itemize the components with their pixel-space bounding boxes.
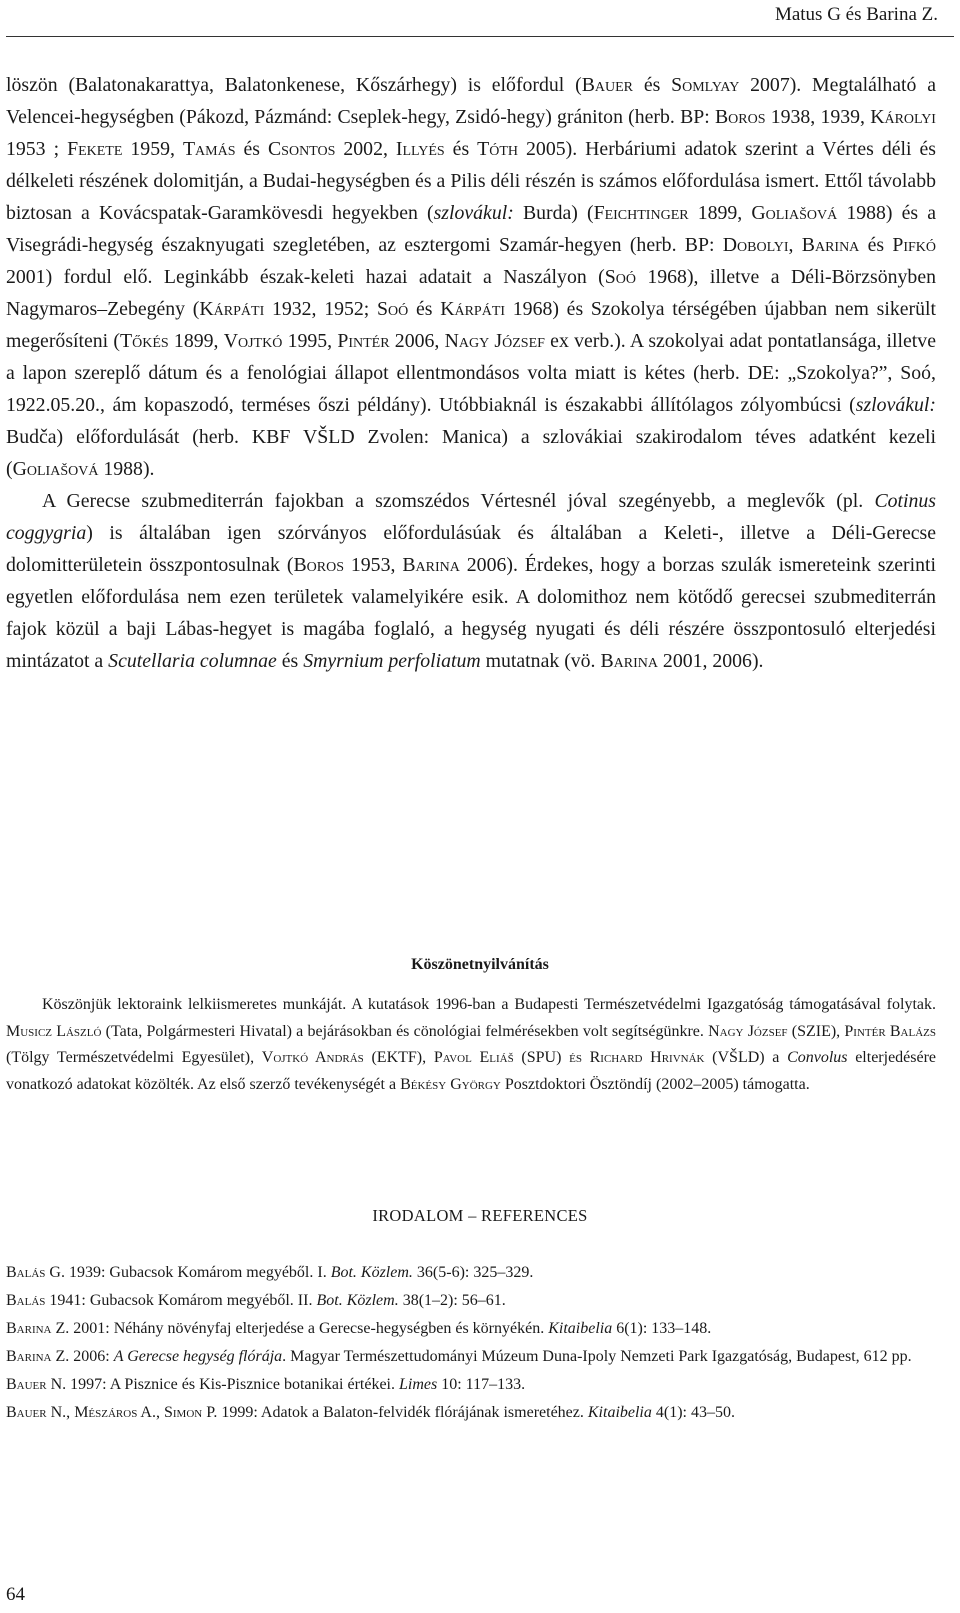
text-run: elterjedésére vonatkozó adatokat közölték. Az első szerző tevékenységét a <box>6 1049 937 1093</box>
text-run: Posztdoktori Ösztöndíj (2002–2005) támogatta. <box>500 1075 810 1093</box>
ref-author: Bauer <box>6 1404 47 1421</box>
author-name: Pintér <box>337 330 390 352</box>
text-run: és <box>633 74 672 96</box>
text-run: 2001, 2006). <box>657 650 764 672</box>
reference-item <box>6 1400 936 1425</box>
main-text <box>6 69 936 677</box>
author-name: Nagy József <box>444 330 545 352</box>
reference-item <box>6 1372 936 1397</box>
acknowledgements-text <box>6 992 936 1098</box>
ref-journal: Bot. Közlem. <box>316 1292 399 1309</box>
text-run: 2006, <box>389 330 445 352</box>
author-name: Goliašová <box>12 458 99 480</box>
text-run: Burda) ( <box>513 202 594 224</box>
text-run: 1959, <box>122 138 183 160</box>
header-rule <box>6 36 954 37</box>
paragraph-2 <box>6 485 936 677</box>
person-name: Pavol Eliáš <box>433 1049 514 1066</box>
text-run: 2006). Érdekes, hogy a borzas szulák ismereteink szerinti egyetlen előfordulása nem ezen területek valamelyikére esik. A dolomithoz nem kötődő gerecsei szubmediterrán fajok közül a baji Lábas-hegyet is magába foglaló, a hegység nyugati és déli részére összpontosuló elterjedési mintázatot a <box>6 554 936 672</box>
text-run: 1932, 1952; <box>264 298 378 320</box>
text-run: és <box>444 138 478 160</box>
species-name: Smyrnium perfoliatum <box>303 650 481 672</box>
ref-text: 1941: Gubacsok Komárom megyéből. II. <box>45 1292 317 1309</box>
text-run: 1938, 1939, <box>765 106 871 128</box>
text-run: 2005). Herbáriumi adatok szerint a Vértes déli és délkeleti részének dolomitján, a Budai-hegységben és a Pilis déli részén is számos előfordulása ismert. Ettől távolabb biztosan a Kovácspatak-Garamkövesdi hegyekben ( <box>6 138 937 224</box>
text-run: Köszönjük lektoraink lelkiismeretes munkáját. A kutatások 1996-ban a Budapesti Természetvédelmi Igazgatóság támogatásával folytak. <box>42 996 936 1013</box>
ref-journal: Kitaibelia <box>587 1404 652 1421</box>
author-name: Barina <box>600 650 658 672</box>
references-title: IRODALOM – REFERENCES <box>372 1206 588 1225</box>
ref-text: 38(1–2): 56–61. <box>398 1292 506 1309</box>
text-run: (EKTF), <box>363 1049 434 1066</box>
ref-text: N., <box>46 1404 75 1421</box>
ref-text: P. 1999: Adatok a Balaton-felvidék flórájának ismeretéhez. <box>202 1404 588 1421</box>
author-name: Feichtinger <box>593 202 689 224</box>
text-run: és <box>276 650 304 672</box>
text-run: ) is általában igen szórványos előfordulásúak és általában a Keleti-, illetve a Déli-Gerecse dolomitterületein összpontosulnak ( <box>6 522 936 576</box>
text-run: és <box>235 138 268 160</box>
person-name: és Richard Hrivnák <box>569 1049 705 1066</box>
ref-author: Balás <box>6 1292 46 1309</box>
ref-text: 36(5-6): 325–329. <box>412 1264 534 1281</box>
text-run: 1968), illetve a Déli-Börzsönyben Nagymaros–Zebegény ( <box>6 266 936 320</box>
text-run: 2001) fordul elő. Leginkább észak-keleti hazai adatait a Naszályon ( <box>6 266 605 288</box>
author-name: Boros <box>293 554 344 576</box>
ref-author: Bauer <box>6 1376 47 1393</box>
paragraph-1 <box>6 69 936 485</box>
italic-term: szlovákul: <box>855 394 936 416</box>
species-name: Scutellaria columnae <box>108 650 277 672</box>
author-name: Tóth <box>477 138 519 160</box>
text-run: mutatnak (vö. <box>480 650 601 672</box>
ref-author: Simon <box>163 1404 203 1421</box>
person-name: Vojtkó András <box>261 1049 364 1066</box>
author-name: Károlyi <box>870 106 936 128</box>
text-run: 1899, <box>688 202 752 224</box>
author-name: Kárpáti <box>440 298 506 320</box>
text-run: és <box>408 298 441 320</box>
author-name: Pifkó <box>892 234 936 256</box>
ref-text: 10: 117–133. <box>437 1376 526 1393</box>
person-name: Musicz László <box>6 1022 102 1040</box>
author-name: Illyés <box>395 138 445 160</box>
ref-author: Balás <box>6 1264 46 1281</box>
text-run: A Gerecse szubmediterrán fajokban a szomszédos Vértesnél jóval szegényebb, a meglevők (pl. <box>42 490 875 512</box>
ref-author: Barina <box>6 1320 52 1337</box>
ref-text: . Magyar Természettudományi Múzeum Duna-Ipoly Nemzeti Park Igazgatóság, Budapest, 612 pp. <box>282 1348 912 1365</box>
author-name: Csontos <box>267 138 336 160</box>
person-name: Nagy József <box>708 1022 788 1040</box>
ref-journal: Bot. Közlem. <box>330 1264 413 1281</box>
text-run: 1988). <box>98 458 155 480</box>
text-run: 1995, <box>282 330 338 352</box>
author-name: Barina <box>402 554 460 576</box>
author-name: Soó <box>377 298 409 320</box>
ref-text: 6(1): 133–148. <box>612 1320 712 1337</box>
species-name: Cotinus coggygria <box>6 490 936 544</box>
ref-text: A., <box>137 1404 164 1421</box>
ref-journal: Kitaibelia <box>548 1320 613 1337</box>
author-name: Kárpáti <box>199 298 265 320</box>
author-name: Vojtkó <box>223 330 283 352</box>
reference-item <box>6 1260 936 1285</box>
ref-journal: Limes <box>399 1376 438 1393</box>
author-name: Barina <box>801 234 860 256</box>
person-name: Békésy György <box>400 1075 501 1093</box>
ref-text: G. 1939: Gubacsok Komárom megyéből. I. <box>45 1264 331 1281</box>
ref-author: Barina <box>6 1348 52 1365</box>
text-run: ex verb.). A szokolyai adat pontatlansága, illetve a lapon szereplő dátum és a fenológiai állapot ellentmondásos volta miatt is kétes (herb. DE: „Szokolya?”, Soó, 1922.05.20., ám kopaszodó, terméses őszi példány). Utóbbiaknál is északabbi állítólagos zólyombúcsi ( <box>6 330 936 416</box>
reference-item <box>6 1316 936 1341</box>
text-run: 1988) és a Visegrádi-hegység északnyugati szegletében, az esztergomi Szamár-hegyen (herb. BP: <box>6 202 936 256</box>
text-run: (Tata, Polgármesteri Hivatal) a bejárásokban és cönológiai felmérésekben volt segítségünkre. <box>101 1022 709 1040</box>
ref-text: Z. 2001: Néhány növényfaj elterjedése a Gerecse-hegységben és környékén. <box>51 1320 549 1337</box>
text-run: 1968) és Szokolya térségében újabban nem sikerült megerősíteni ( <box>6 298 937 352</box>
text-run: 1899, <box>168 330 224 352</box>
author-name: Somlyay <box>671 74 740 96</box>
acknowledgements-paragraph <box>6 992 936 1098</box>
text-run: , <box>788 234 802 256</box>
person-name: Pintér Balázs <box>844 1022 936 1040</box>
text-run: (SPU) <box>513 1049 570 1066</box>
author-name: Tőkés <box>120 330 169 352</box>
ref-text: N. 1997: A Pisznice és Kis-Pisznice botanikai értékei. <box>46 1376 399 1393</box>
text-run: 2002, <box>335 138 396 160</box>
genus-name: Convolus <box>787 1049 848 1066</box>
author-name: Tamás <box>182 138 236 160</box>
ref-text: Z. 2006: <box>51 1348 114 1365</box>
acknowledgements-title: Köszönetnyilvánítás <box>411 956 549 973</box>
text-run: Budča) előfordulását (herb. KBF VŠLD Zvolen: Manica) a szlovákiai szakirodalom téves adatként kezeli ( <box>6 426 936 480</box>
author-name: Soó <box>604 266 636 288</box>
text-run: (Tölgy Természetvédelmi Egyesület), <box>6 1049 262 1066</box>
ref-author: Mészáros <box>74 1404 138 1421</box>
reference-item <box>6 1344 936 1369</box>
ref-text: 4(1): 43–50. <box>651 1404 735 1421</box>
text-run: (VŠLD) a <box>704 1049 788 1066</box>
italic-term: szlovákul: <box>433 202 514 224</box>
text-run: 1953 ; <box>6 138 68 160</box>
author-name: Bauer <box>581 74 634 96</box>
references-list <box>6 1260 936 1428</box>
author-name: Dobolyi <box>722 234 789 256</box>
text-run: (SZIE), <box>787 1022 845 1040</box>
text-run: 1953, <box>343 554 403 576</box>
text-run: és <box>859 234 893 256</box>
text-run: 2007). Megtalálható a Velencei-hegységben (Pákozd, Pázmánd: Cseplek-hegy, Zsidó-hegy) grániton (herb. BP: <box>6 74 937 128</box>
running-header: Matus G és Barina Z. <box>774 4 938 25</box>
reference-item <box>6 1288 936 1313</box>
author-name: Boros <box>714 106 766 128</box>
ref-book-title: A Gerecse hegység flórája <box>113 1348 283 1365</box>
author-name: Fekete <box>67 138 123 160</box>
author-name: Goliašová <box>751 202 838 224</box>
text-run: löszön (Balatonakarattya, Balatonkenese, Kőszárhegy) is előfordul ( <box>6 74 582 96</box>
page-number: 64 <box>6 1584 25 1605</box>
